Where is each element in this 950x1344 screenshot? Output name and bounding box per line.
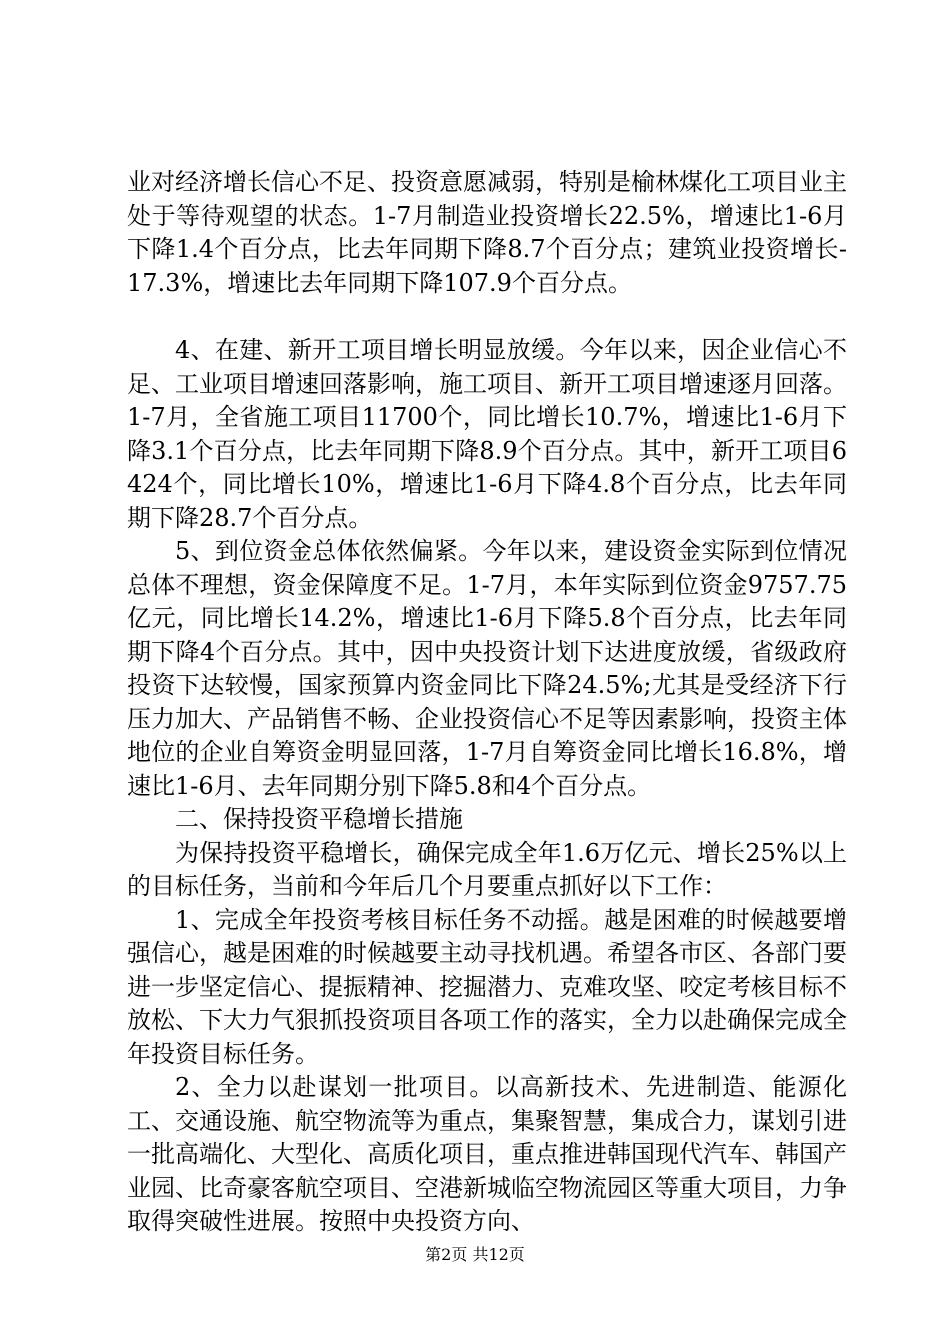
section-heading: 二、保持投资平稳增长措施 — [175, 805, 463, 833]
document-body — [127, 166, 847, 1239]
paragraph-intro: 为保持投资平稳增长，确保完成全年1.6万亿元、增长25%以上的目标任务，当前和今年后几个月要重点抓好以下工作： — [127, 838, 847, 900]
paragraph-measure-1: 1、完成全年投资考核目标任务不动摇。越是困难的时候越要增强信心，越是困难的时候越要主动寻找机遇。希望各市区、各部门要进一步坚定信心、提振精神、挖掘潜力、克难攻坚、咬定考核目标不放松、下大力气狠抓投资项目各项工作的落实，全力以赴确保完成全年投资目标任务。 — [127, 905, 847, 1068]
paragraph-continuation: 业对经济增长信心不足、投资意愿减弱，特别是榆林煤化工项目业主处于等待观望的状态。1-7月制造业投资增长22.5%，增速比1-6月下降1.4个百分点，比去年同期下降8.7个百分点；建筑业投资增长-17.3%，增速比去年同期下降107.9个百分点。 — [127, 168, 847, 297]
paragraph-measure-2: 2、全力以赴谋划一批项目。以高新技术、先进制造、能源化工、交通设施、航空物流等为重点，集聚智慧，集成合力，谋划引进一批高端化、大型化、高质化项目，重点推进韩国现代汽车、韩国产业园、比奇豪客航空项目、空港新城临空物流园区等重大项目，力争取得突破性进展。按照中央投资方向、 — [127, 1073, 847, 1235]
paragraph-item-5: 5、到位资金总体依然偏紧。今年以来，建设资金实际到位情况总体不理想，资金保障度不足。1-7月，本年实际到位资金9757.75亿元，同比增长14.2%，增速比1-6月下降5.8个百分点，比去年同期下降4个百分点。其中，因中央投资计划下达进度放缓，省级政府投资下达较慢，国家预算内资金同比下降24.5%;尤其是受经济下行压力加大、产品销售不畅、企业投资信心不足等因素影响，投资主体地位的企业自筹资金明显回落，1-7月自筹资金同比增长16.8%，增速比1-6月、去年同期分别下降5.8和4个百分点。 — [127, 537, 847, 800]
paragraph-item-4: 4、在建、新开工项目增长明显放缓。今年以来，因企业信心不足、工业项目增速回落影响，施工项目、新开工项目增速逐月回落。1-7月，全省施工项目11700个，同比增长10.7%，增速比1-6月下降3.1个百分点，比去年同期下降8.9个百分点。其中，新开工项目6424个，同比增长10%，增速比1-6月下降4.8个百分点，比去年同期下降28.7个百分点。 — [127, 336, 847, 532]
page-footer: 第2页 共12页 — [425, 1245, 525, 1264]
paragraph-gap — [127, 300, 847, 334]
